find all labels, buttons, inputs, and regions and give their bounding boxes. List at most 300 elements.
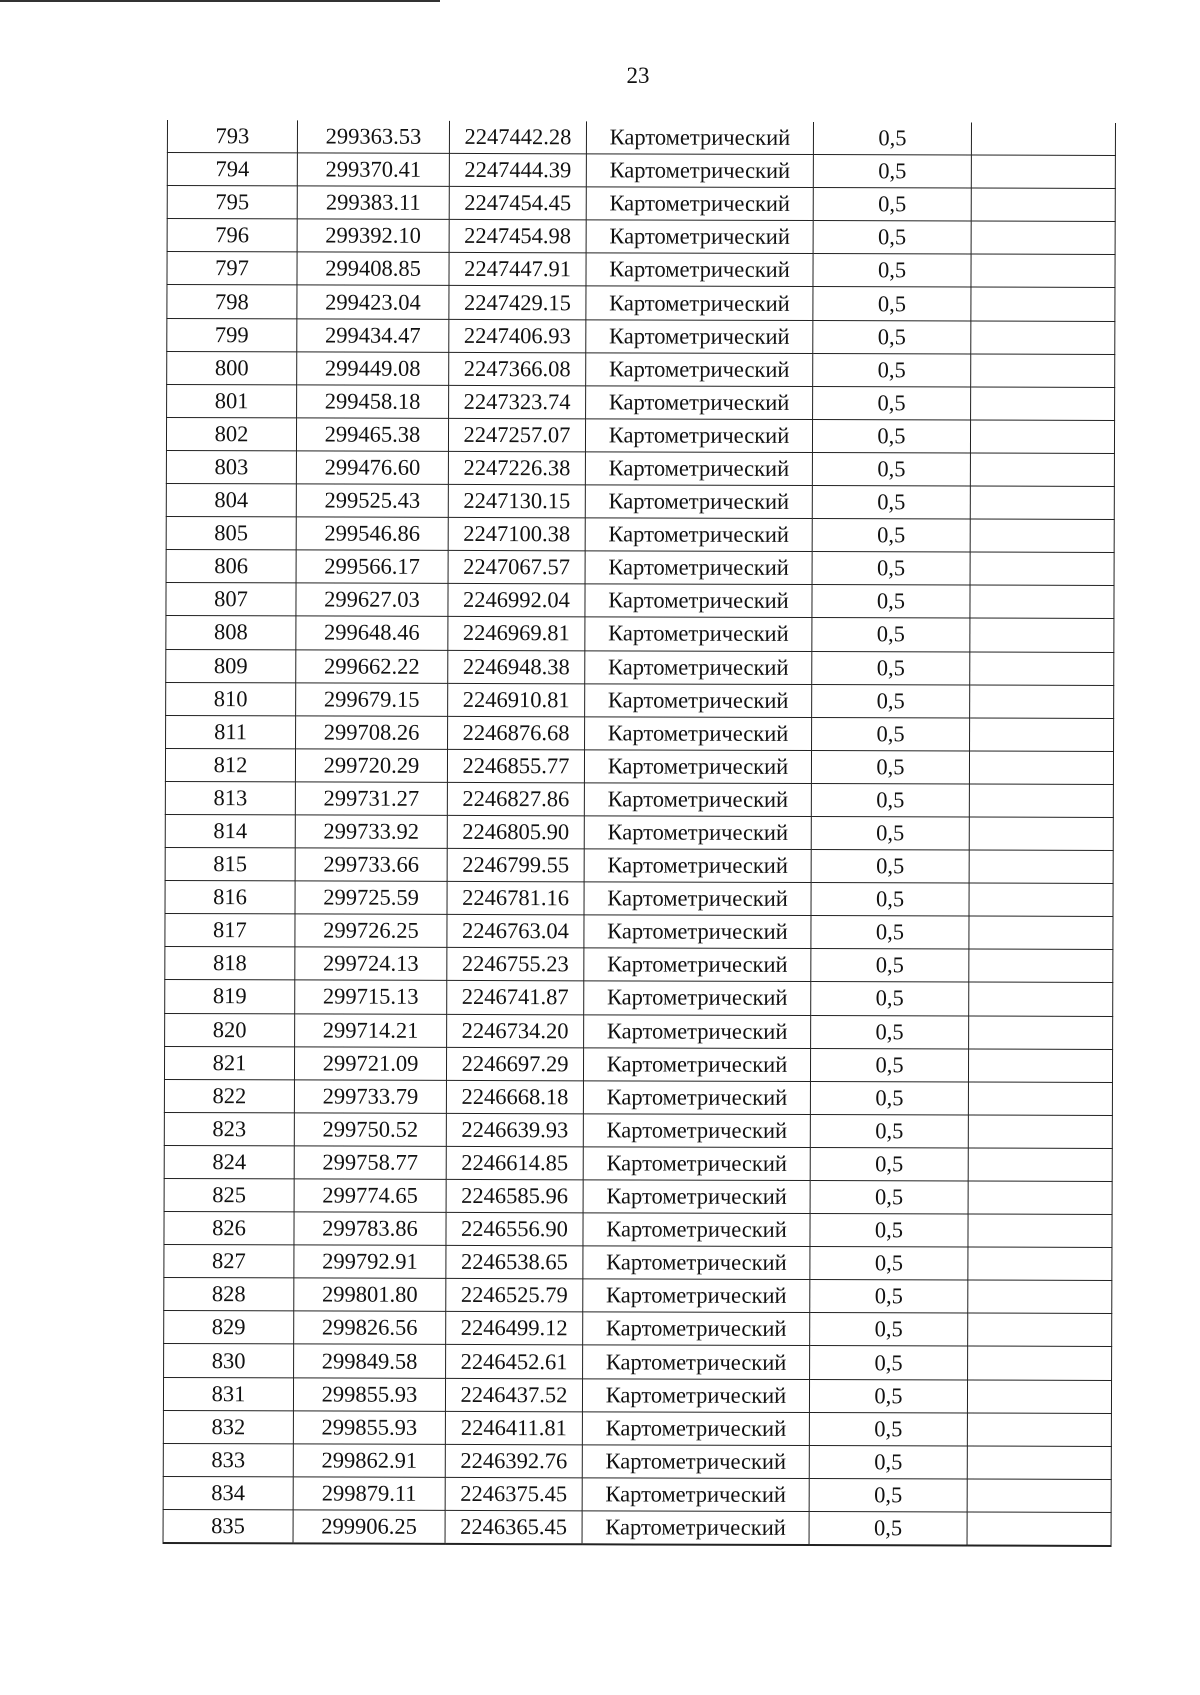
x-coordinate-cell: 299392.10 bbox=[297, 219, 449, 253]
method-cell: Картометрический bbox=[583, 1312, 810, 1346]
x-coordinate-cell: 299662.22 bbox=[296, 649, 448, 683]
point-number-cell: 823 bbox=[164, 1112, 294, 1146]
accuracy-cell: 0,5 bbox=[812, 519, 970, 553]
accuracy-cell: 0,5 bbox=[813, 155, 971, 189]
point-number-cell: 824 bbox=[164, 1145, 294, 1179]
note-cell bbox=[968, 1313, 1112, 1347]
point-number-cell: 828 bbox=[164, 1278, 294, 1312]
method-cell: Картометрический bbox=[583, 1345, 810, 1379]
point-number-cell: 826 bbox=[164, 1212, 294, 1246]
x-coordinate-cell: 299370.41 bbox=[297, 153, 449, 187]
method-cell: Картометрический bbox=[583, 1147, 810, 1181]
y-coordinate-cell: 2246910.81 bbox=[448, 683, 585, 717]
note-cell bbox=[970, 585, 1114, 619]
table-row bbox=[164, 1344, 1112, 1380]
point-number-cell: 833 bbox=[163, 1443, 293, 1477]
method-cell: Картометрический bbox=[586, 352, 813, 386]
point-number-cell: 821 bbox=[164, 1046, 294, 1080]
table-row bbox=[167, 219, 1115, 255]
note-cell bbox=[971, 254, 1115, 288]
x-coordinate-cell: 299758.77 bbox=[294, 1146, 446, 1180]
point-number-cell: 829 bbox=[164, 1311, 294, 1345]
method-cell: Картометрический bbox=[584, 948, 811, 982]
x-coordinate-cell: 299855.93 bbox=[293, 1411, 445, 1445]
point-number-cell: 827 bbox=[164, 1245, 294, 1279]
point-number-cell: 803 bbox=[166, 450, 296, 484]
method-cell: Картометрический bbox=[584, 783, 811, 817]
note-cell bbox=[970, 685, 1114, 719]
table-row bbox=[166, 616, 1114, 652]
accuracy-cell: 0,5 bbox=[812, 651, 970, 685]
y-coordinate-cell: 2247444.39 bbox=[449, 153, 586, 187]
note-cell bbox=[967, 1446, 1111, 1480]
accuracy-cell: 0,5 bbox=[812, 452, 970, 486]
method-cell: Картометрический bbox=[583, 1279, 810, 1313]
method-cell: Картометрический bbox=[585, 419, 812, 453]
y-coordinate-cell: 2246392.76 bbox=[445, 1444, 582, 1478]
point-number-cell: 819 bbox=[165, 980, 295, 1014]
table-row bbox=[165, 748, 1113, 784]
table-row bbox=[167, 120, 1115, 156]
x-coordinate-cell: 299434.47 bbox=[297, 318, 449, 352]
accuracy-cell: 0,5 bbox=[811, 816, 969, 850]
note-cell bbox=[971, 321, 1115, 355]
x-coordinate-cell: 299715.13 bbox=[295, 980, 447, 1014]
table-row bbox=[167, 252, 1115, 288]
method-cell: Картометрический bbox=[585, 617, 812, 651]
table-row bbox=[164, 1178, 1112, 1214]
accuracy-cell: 0,5 bbox=[813, 320, 971, 354]
table-row bbox=[167, 351, 1115, 387]
accuracy-cell: 0,5 bbox=[810, 1280, 968, 1314]
method-cell: Картометрический bbox=[582, 1478, 809, 1512]
note-cell bbox=[968, 1082, 1112, 1116]
x-coordinate-cell: 299476.60 bbox=[296, 451, 448, 485]
table-row bbox=[167, 186, 1115, 222]
accuracy-cell: 0,5 bbox=[813, 188, 971, 222]
table-row bbox=[163, 1443, 1111, 1479]
x-coordinate-cell: 299679.15 bbox=[296, 683, 448, 717]
method-cell: Картометрический bbox=[585, 485, 812, 519]
x-coordinate-cell: 299708.26 bbox=[296, 716, 448, 750]
point-number-cell: 830 bbox=[164, 1344, 294, 1378]
accuracy-cell: 0,5 bbox=[812, 684, 970, 718]
table-row bbox=[164, 1311, 1112, 1347]
x-coordinate-cell: 299783.86 bbox=[294, 1212, 446, 1246]
y-coordinate-cell: 2246755.23 bbox=[447, 948, 584, 982]
method-cell: Картометрический bbox=[584, 882, 811, 916]
y-coordinate-cell: 2247366.08 bbox=[449, 352, 586, 386]
accuracy-cell: 0,5 bbox=[812, 486, 970, 520]
note-cell bbox=[969, 817, 1113, 851]
note-cell bbox=[970, 453, 1114, 487]
accuracy-cell: 0,5 bbox=[813, 287, 971, 321]
x-coordinate-cell: 299525.43 bbox=[296, 484, 448, 518]
note-cell bbox=[971, 387, 1115, 421]
x-coordinate-cell: 299546.86 bbox=[296, 517, 448, 551]
method-cell: Картометрический bbox=[586, 121, 813, 154]
y-coordinate-cell: 2246799.55 bbox=[447, 848, 584, 882]
table-row bbox=[165, 814, 1113, 850]
note-cell bbox=[970, 618, 1114, 652]
table-row bbox=[165, 881, 1113, 917]
method-cell: Картометрический bbox=[585, 584, 812, 618]
x-coordinate-cell: 299792.91 bbox=[294, 1245, 446, 1279]
note-cell bbox=[970, 420, 1114, 454]
point-number-cell: 797 bbox=[167, 252, 297, 286]
method-cell: Картометрический bbox=[582, 1411, 809, 1445]
table-row bbox=[164, 1079, 1112, 1115]
y-coordinate-cell: 2246741.87 bbox=[447, 981, 584, 1015]
accuracy-cell: 0,5 bbox=[812, 717, 970, 751]
method-cell: Картометрический bbox=[586, 253, 813, 287]
accuracy-cell: 0,5 bbox=[809, 1379, 967, 1413]
method-cell: Картометрический bbox=[585, 518, 812, 552]
point-number-cell: 805 bbox=[166, 517, 296, 551]
y-coordinate-cell: 2247323.74 bbox=[449, 385, 586, 419]
accuracy-cell: 0,5 bbox=[810, 1147, 968, 1181]
accuracy-cell: 0,5 bbox=[809, 1478, 967, 1512]
x-coordinate-cell: 299879.11 bbox=[293, 1477, 445, 1511]
y-coordinate-cell: 2246437.52 bbox=[445, 1378, 582, 1412]
table-row bbox=[166, 550, 1114, 586]
point-number-cell: 802 bbox=[166, 417, 296, 451]
point-number-cell: 811 bbox=[166, 715, 296, 749]
accuracy-cell: 0,5 bbox=[813, 221, 971, 255]
table-row bbox=[165, 848, 1113, 884]
note-cell bbox=[969, 784, 1113, 818]
x-coordinate-cell: 299720.29 bbox=[295, 749, 447, 783]
point-number-cell: 825 bbox=[164, 1178, 294, 1212]
y-coordinate-cell: 2246781.16 bbox=[447, 882, 584, 916]
accuracy-cell: 0,5 bbox=[812, 585, 970, 619]
table-row bbox=[164, 1046, 1112, 1082]
accuracy-cell: 0,5 bbox=[812, 618, 970, 652]
y-coordinate-cell: 2246499.12 bbox=[446, 1312, 583, 1346]
y-coordinate-cell: 2247226.38 bbox=[448, 451, 585, 485]
note-cell bbox=[968, 1049, 1112, 1083]
accuracy-cell: 0,5 bbox=[811, 949, 969, 983]
x-coordinate-cell: 299648.46 bbox=[296, 616, 448, 650]
note-cell bbox=[969, 1016, 1113, 1050]
y-coordinate-cell: 2247454.45 bbox=[449, 187, 586, 221]
x-coordinate-cell: 299363.53 bbox=[297, 120, 449, 153]
y-coordinate-cell: 2246948.38 bbox=[448, 650, 585, 684]
x-coordinate-cell: 299731.27 bbox=[295, 782, 447, 816]
point-number-cell: 801 bbox=[167, 384, 297, 418]
note-cell bbox=[970, 486, 1114, 520]
method-cell: Картометрический bbox=[583, 1246, 810, 1280]
accuracy-cell: 0,5 bbox=[813, 386, 971, 420]
note-cell bbox=[969, 850, 1113, 884]
coordinates-table bbox=[163, 120, 1116, 1547]
method-cell: Картометрический bbox=[584, 816, 811, 850]
method-cell: Картометрический bbox=[584, 1014, 811, 1048]
x-coordinate-cell: 299849.58 bbox=[294, 1344, 446, 1378]
note-cell bbox=[970, 552, 1114, 586]
x-coordinate-cell: 299726.25 bbox=[295, 914, 447, 948]
table-row bbox=[166, 484, 1114, 520]
y-coordinate-cell: 2246365.45 bbox=[445, 1510, 582, 1544]
scan-edge-mark bbox=[0, 0, 440, 2]
accuracy-cell: 0,5 bbox=[811, 783, 969, 817]
note-cell bbox=[968, 1181, 1112, 1215]
x-coordinate-cell: 299721.09 bbox=[294, 1047, 446, 1081]
table-row bbox=[164, 1212, 1112, 1248]
x-coordinate-cell: 299733.66 bbox=[295, 848, 447, 882]
table-row bbox=[166, 583, 1114, 619]
method-cell: Картометрический bbox=[582, 1511, 809, 1545]
method-cell: Картометрический bbox=[586, 319, 813, 353]
table-row bbox=[166, 715, 1114, 751]
point-number-cell: 831 bbox=[163, 1377, 293, 1411]
x-coordinate-cell: 299906.25 bbox=[293, 1510, 445, 1544]
y-coordinate-cell: 2247257.07 bbox=[448, 418, 585, 452]
point-number-cell: 816 bbox=[165, 881, 295, 915]
note-cell bbox=[969, 751, 1113, 785]
accuracy-cell: 0,5 bbox=[813, 254, 971, 288]
point-number-cell: 795 bbox=[167, 186, 297, 220]
accuracy-cell: 0,5 bbox=[810, 1247, 968, 1281]
y-coordinate-cell: 2246668.18 bbox=[446, 1080, 583, 1114]
y-coordinate-cell: 2247442.28 bbox=[449, 121, 586, 154]
method-cell: Картометрический bbox=[583, 1081, 810, 1115]
y-coordinate-cell: 2246876.68 bbox=[448, 716, 585, 750]
accuracy-cell: 0,5 bbox=[809, 1511, 967, 1545]
accuracy-cell: 0,5 bbox=[811, 850, 969, 884]
note-cell bbox=[967, 1413, 1111, 1447]
method-cell: Картометрический bbox=[584, 981, 811, 1015]
note-cell bbox=[968, 1115, 1112, 1149]
y-coordinate-cell: 2246525.79 bbox=[446, 1279, 583, 1313]
point-number-cell: 822 bbox=[164, 1079, 294, 1113]
point-number-cell: 807 bbox=[166, 583, 296, 617]
y-coordinate-cell: 2247406.93 bbox=[449, 319, 586, 353]
accuracy-cell: 0,5 bbox=[812, 419, 970, 453]
point-number-cell: 800 bbox=[167, 351, 297, 385]
x-coordinate-cell: 299423.04 bbox=[297, 285, 449, 319]
method-cell: Картометрический bbox=[584, 915, 811, 949]
x-coordinate-cell: 299750.52 bbox=[294, 1113, 446, 1147]
y-coordinate-cell: 2247454.98 bbox=[449, 220, 586, 254]
accuracy-cell: 0,5 bbox=[810, 1181, 968, 1215]
x-coordinate-cell: 299465.38 bbox=[296, 418, 448, 452]
method-cell: Картометрический bbox=[585, 717, 812, 751]
method-cell: Картометрический bbox=[586, 187, 813, 221]
note-cell bbox=[968, 1214, 1112, 1248]
point-number-cell: 815 bbox=[165, 848, 295, 882]
point-number-cell: 818 bbox=[165, 947, 295, 981]
note-cell bbox=[971, 155, 1115, 189]
x-coordinate-cell: 299714.21 bbox=[295, 1013, 447, 1047]
note-cell bbox=[968, 1280, 1112, 1314]
note-cell bbox=[971, 354, 1115, 388]
y-coordinate-cell: 2247429.15 bbox=[449, 286, 586, 320]
point-number-cell: 814 bbox=[165, 814, 295, 848]
y-coordinate-cell: 2246763.04 bbox=[447, 915, 584, 949]
y-coordinate-cell: 2246375.45 bbox=[445, 1477, 582, 1511]
table-row bbox=[165, 781, 1113, 817]
accuracy-cell: 0,5 bbox=[811, 982, 969, 1016]
accuracy-cell: 0,5 bbox=[811, 883, 969, 917]
point-number-cell: 834 bbox=[163, 1476, 293, 1510]
note-cell bbox=[969, 982, 1113, 1016]
method-cell: Картометрический bbox=[583, 1114, 810, 1148]
y-coordinate-cell: 2246805.90 bbox=[447, 815, 584, 849]
note-cell bbox=[971, 188, 1115, 222]
method-cell: Картометрический bbox=[585, 650, 812, 684]
method-cell: Картометрический bbox=[584, 750, 811, 784]
point-number-cell: 806 bbox=[166, 550, 296, 584]
note-cell bbox=[967, 1479, 1111, 1513]
x-coordinate-cell: 299627.03 bbox=[296, 583, 448, 617]
y-coordinate-cell: 2246734.20 bbox=[447, 1014, 584, 1048]
y-coordinate-cell: 2246585.96 bbox=[446, 1179, 583, 1213]
accuracy-cell: 0,5 bbox=[812, 552, 970, 586]
x-coordinate-cell: 299566.17 bbox=[296, 550, 448, 584]
table-row bbox=[166, 682, 1114, 718]
point-number-cell: 820 bbox=[165, 1013, 295, 1047]
y-coordinate-cell: 2246992.04 bbox=[448, 584, 585, 618]
table-row bbox=[164, 1278, 1112, 1314]
method-cell: Картометрический bbox=[583, 1213, 810, 1247]
accuracy-cell: 0,5 bbox=[810, 1114, 968, 1148]
x-coordinate-cell: 299826.56 bbox=[294, 1311, 446, 1345]
y-coordinate-cell: 2247130.15 bbox=[448, 484, 585, 518]
accuracy-cell: 0,5 bbox=[810, 1313, 968, 1347]
note-cell bbox=[969, 916, 1113, 950]
accuracy-cell: 0,5 bbox=[811, 750, 969, 784]
y-coordinate-cell: 2246538.65 bbox=[446, 1246, 583, 1280]
note-cell bbox=[968, 1346, 1112, 1380]
method-cell: Картометрический bbox=[585, 452, 812, 486]
point-number-cell: 793 bbox=[167, 120, 297, 153]
table-row bbox=[164, 1145, 1112, 1181]
y-coordinate-cell: 2246855.77 bbox=[447, 749, 584, 783]
note-cell bbox=[970, 652, 1114, 686]
note-cell bbox=[971, 123, 1115, 156]
y-coordinate-cell: 2246639.93 bbox=[446, 1113, 583, 1147]
table-row bbox=[165, 980, 1113, 1016]
point-number-cell: 835 bbox=[163, 1509, 293, 1543]
table-row bbox=[166, 417, 1114, 453]
table-row bbox=[163, 1377, 1111, 1413]
y-coordinate-cell: 2247100.38 bbox=[448, 518, 585, 552]
point-number-cell: 799 bbox=[167, 318, 297, 352]
method-cell: Картометрический bbox=[583, 1180, 810, 1214]
table-row bbox=[166, 649, 1114, 685]
table-row bbox=[164, 1245, 1112, 1281]
x-coordinate-cell: 299458.18 bbox=[297, 385, 449, 419]
x-coordinate-cell: 299774.65 bbox=[294, 1179, 446, 1213]
y-coordinate-cell: 2247447.91 bbox=[449, 253, 586, 287]
table-row bbox=[166, 517, 1114, 553]
method-cell: Картометрический bbox=[585, 551, 812, 585]
x-coordinate-cell: 299862.91 bbox=[293, 1444, 445, 1478]
coordinates-table-body bbox=[163, 120, 1115, 1546]
accuracy-cell: 0,5 bbox=[811, 916, 969, 950]
accuracy-cell: 0,5 bbox=[813, 353, 971, 387]
accuracy-cell: 0,5 bbox=[810, 1214, 968, 1248]
point-number-cell: 798 bbox=[167, 285, 297, 319]
point-number-cell: 809 bbox=[166, 649, 296, 683]
note-cell bbox=[971, 221, 1115, 255]
x-coordinate-cell: 299724.13 bbox=[295, 947, 447, 981]
method-cell: Картометрический bbox=[586, 286, 813, 320]
accuracy-cell: 0,5 bbox=[810, 1048, 968, 1082]
x-coordinate-cell: 299383.11 bbox=[297, 186, 449, 220]
point-number-cell: 808 bbox=[166, 616, 296, 650]
note-cell bbox=[968, 1148, 1112, 1182]
note-cell bbox=[971, 287, 1115, 321]
accuracy-cell: 0,5 bbox=[810, 1081, 968, 1115]
point-number-cell: 796 bbox=[167, 219, 297, 253]
note-cell bbox=[970, 718, 1114, 752]
table-row bbox=[164, 1112, 1112, 1148]
y-coordinate-cell: 2246556.90 bbox=[446, 1212, 583, 1246]
table-row bbox=[167, 318, 1115, 354]
x-coordinate-cell: 299449.08 bbox=[297, 352, 449, 386]
table-row bbox=[165, 914, 1113, 950]
accuracy-cell: 0,5 bbox=[811, 1015, 969, 1049]
accuracy-cell: 0,5 bbox=[809, 1412, 967, 1446]
table-row bbox=[166, 450, 1114, 486]
method-cell: Картометрический bbox=[586, 154, 813, 188]
x-coordinate-cell: 299801.80 bbox=[294, 1278, 446, 1312]
accuracy-cell: 0,5 bbox=[810, 1346, 968, 1380]
y-coordinate-cell: 2246452.61 bbox=[446, 1345, 583, 1379]
method-cell: Картометрический bbox=[582, 1378, 809, 1412]
y-coordinate-cell: 2246614.85 bbox=[446, 1146, 583, 1180]
note-cell bbox=[969, 883, 1113, 917]
x-coordinate-cell: 299733.92 bbox=[295, 815, 447, 849]
table-row bbox=[165, 947, 1113, 983]
table-row bbox=[165, 1013, 1113, 1049]
method-cell: Картометрический bbox=[585, 683, 812, 717]
method-cell: Картометрический bbox=[584, 849, 811, 883]
accuracy-cell: 0,5 bbox=[809, 1445, 967, 1479]
method-cell: Картометрический bbox=[582, 1445, 809, 1479]
page-number: 23 bbox=[626, 63, 650, 88]
y-coordinate-cell: 2247067.57 bbox=[448, 551, 585, 585]
table-row bbox=[167, 153, 1115, 189]
note-cell bbox=[967, 1380, 1111, 1414]
method-cell: Картометрический bbox=[586, 386, 813, 420]
point-number-cell: 812 bbox=[165, 748, 295, 782]
x-coordinate-cell: 299408.85 bbox=[297, 252, 449, 286]
table-row bbox=[167, 285, 1115, 321]
y-coordinate-cell: 2246827.86 bbox=[447, 782, 584, 816]
point-number-cell: 813 bbox=[165, 781, 295, 815]
y-coordinate-cell: 2246411.81 bbox=[445, 1411, 582, 1445]
point-number-cell: 810 bbox=[166, 682, 296, 716]
x-coordinate-cell: 299855.93 bbox=[293, 1377, 445, 1411]
table-row bbox=[163, 1410, 1111, 1446]
method-cell: Картометрический bbox=[583, 1047, 810, 1081]
note-cell bbox=[967, 1512, 1111, 1546]
x-coordinate-cell: 299725.59 bbox=[295, 881, 447, 915]
note-cell bbox=[969, 949, 1113, 983]
table-row bbox=[167, 384, 1115, 420]
note-cell bbox=[968, 1247, 1112, 1281]
accuracy-cell: 0,5 bbox=[813, 122, 971, 155]
point-number-cell: 817 bbox=[165, 914, 295, 948]
method-cell: Картометрический bbox=[586, 220, 813, 254]
y-coordinate-cell: 2246969.81 bbox=[448, 617, 585, 651]
point-number-cell: 804 bbox=[166, 484, 296, 518]
x-coordinate-cell: 299733.79 bbox=[294, 1080, 446, 1114]
point-number-cell: 832 bbox=[163, 1410, 293, 1444]
